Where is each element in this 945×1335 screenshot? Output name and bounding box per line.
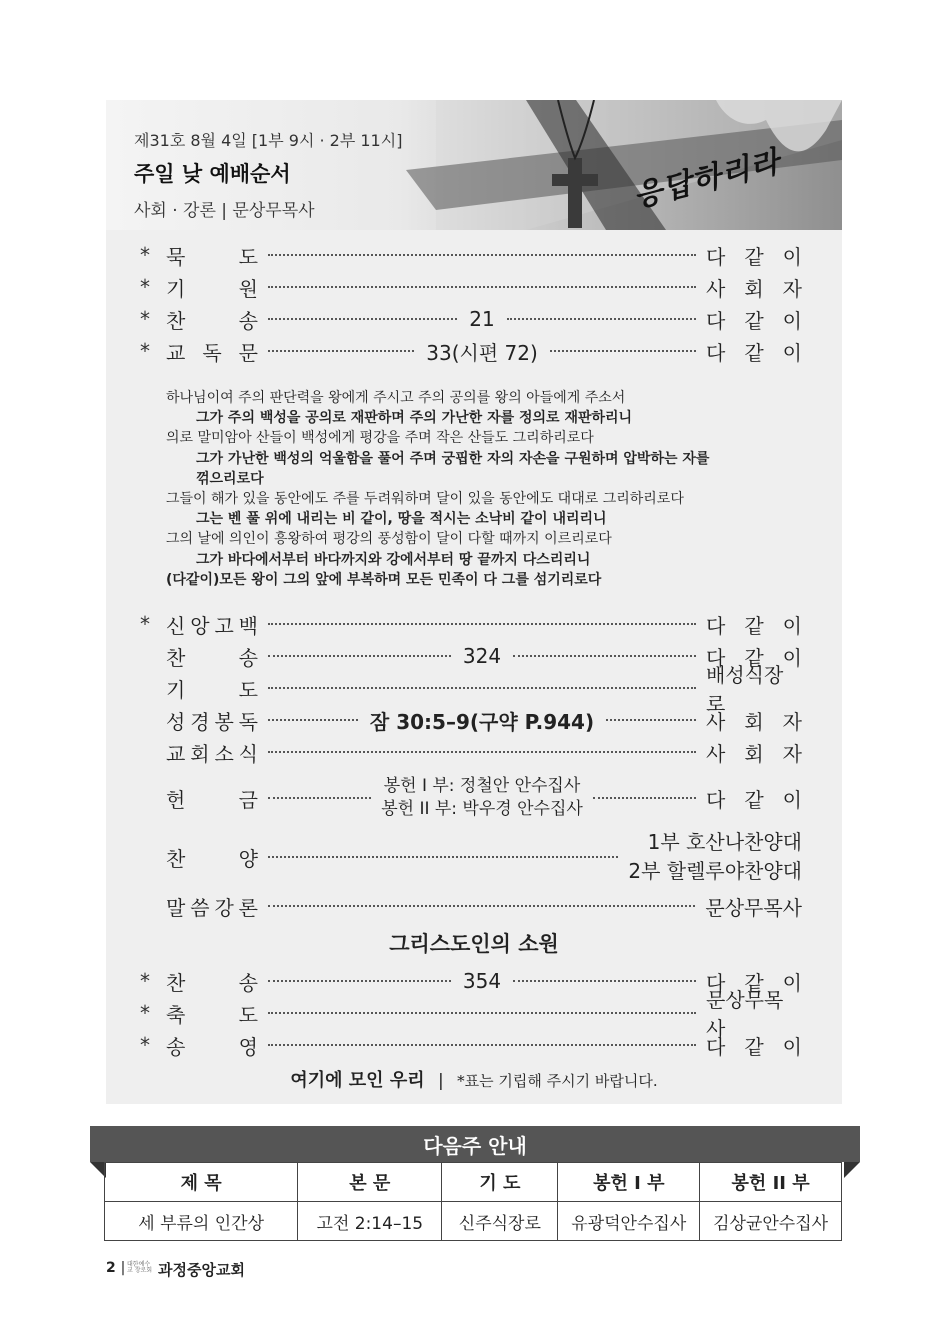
- order-leader: [706, 337, 802, 366]
- order-leader-char: 이: [782, 244, 802, 269]
- order-leader-char: 같: [744, 787, 764, 812]
- reading-line: 그가 바다에서부터 바다까지와 강에서부터 땅 끝까지 다스리리니: [196, 551, 591, 568]
- order-label-char: 경: [190, 709, 210, 734]
- order-leader-char: 같: [744, 308, 764, 333]
- standing-mark: *: [140, 307, 150, 331]
- choir-second: 2부 할렐루야찬양대: [628, 859, 802, 883]
- leader-dots: [507, 318, 696, 320]
- order-leader-char: 다: [706, 613, 726, 638]
- order-label-char: 신: [166, 613, 186, 638]
- order-leader-char: 배성식장로: [706, 663, 784, 716]
- order-label-char: 송: [238, 970, 258, 995]
- order-leader-char: 같: [744, 340, 764, 365]
- table-cell: 유광덕안수집사: [558, 1202, 700, 1241]
- order-label: [166, 706, 258, 735]
- leader-dots: [268, 1044, 696, 1046]
- order-row: [140, 705, 802, 735]
- order-leader-char: 이: [782, 340, 802, 365]
- order-label-char: 도: [238, 244, 258, 269]
- leader-dots: [268, 350, 414, 352]
- order-row: [140, 272, 802, 302]
- table-cell: 세 부류의 인간상: [105, 1202, 298, 1241]
- order-leader-char: 다: [706, 787, 726, 812]
- sermon-row: [140, 891, 802, 921]
- order-label-char: 축: [166, 1002, 186, 1027]
- order-label-char: 앙: [190, 613, 210, 638]
- order-row: [140, 240, 802, 270]
- order-leader-char: 같: [744, 244, 764, 269]
- order-label: [166, 738, 258, 767]
- order-label-char: 양: [238, 846, 258, 871]
- offering-second: 봉헌 II 부: 박우경 안수집사: [381, 799, 583, 819]
- standing-mark: *: [140, 1033, 150, 1057]
- order-label-char: 고: [214, 613, 234, 638]
- page-title: 주일 낮 예배순서: [134, 162, 291, 186]
- logo-text: 응답하리라: [629, 144, 784, 215]
- officiant: 사회 · 강론 | 문상무목사: [134, 201, 315, 221]
- bulletin-header: [106, 100, 842, 230]
- standing-mark: *: [140, 339, 150, 363]
- order-label-char: 도: [238, 677, 258, 702]
- order-label-char: 묵: [166, 244, 186, 269]
- standing-note: *표는 기립해 주시기 바랍니다.: [457, 1072, 658, 1090]
- leader-dots: [550, 350, 696, 352]
- order-leader-char: 같: [744, 970, 764, 995]
- banner-fold: [844, 1162, 860, 1178]
- order-label: [166, 674, 258, 703]
- order-label-char: 찬: [166, 308, 186, 333]
- church-name: 과정중앙교회: [158, 1261, 245, 1279]
- order-row: [140, 304, 802, 334]
- order-leader: [706, 273, 802, 302]
- order-label-char: 식: [238, 741, 258, 766]
- order-row: [140, 966, 802, 996]
- choir-row: [140, 828, 802, 886]
- order-detail: 354: [462, 969, 502, 993]
- order-leader: [706, 610, 802, 639]
- page-sep: |: [120, 1260, 126, 1276]
- table-header: 봉헌 I 부: [558, 1163, 700, 1202]
- order-label-char: 영: [238, 1034, 258, 1059]
- standing-mark: *: [140, 1001, 150, 1025]
- order-leader: [706, 706, 802, 735]
- table-cell: 김상균안수집사: [700, 1202, 842, 1241]
- table-header: 봉헌 II 부: [700, 1163, 842, 1202]
- order-leader-char: 다: [706, 970, 726, 995]
- leader-dots: [268, 751, 696, 753]
- sermon-label: [166, 892, 258, 921]
- order-label-char: 교: [166, 340, 186, 365]
- order-label-char: 헌: [166, 787, 186, 812]
- leader-dots: [268, 797, 371, 799]
- order-leader-char: 다: [706, 340, 726, 365]
- order-leader: [706, 241, 802, 270]
- order-label: [166, 610, 258, 639]
- leader-dots: [268, 286, 696, 288]
- table-header: 제 목: [105, 1163, 298, 1202]
- order-leader-char: 다: [706, 645, 726, 670]
- order-label: [166, 337, 258, 366]
- order-leader-char: 같: [744, 1034, 764, 1059]
- order-row: [140, 336, 802, 366]
- reading-line: (다같이)모든 왕이 그의 앞에 부복하며 모든 민족이 다 그를 섬기리로다: [166, 571, 602, 588]
- reading-line: 그의 날에 의인이 흥왕하여 평강의 풍성함이 달이 다할 때까지 이르리로다: [166, 531, 612, 548]
- leader-dots: [268, 687, 696, 689]
- order-label-char: 회: [190, 741, 210, 766]
- order-label-char: 찬: [166, 645, 186, 670]
- standing-mark: *: [140, 969, 150, 993]
- order-label-char: 씀: [190, 895, 210, 920]
- order-leader-char: 같: [744, 645, 764, 670]
- cross-icon: [568, 158, 582, 228]
- order-leader-char: 이: [782, 787, 802, 812]
- order-leader-char: 이: [782, 613, 802, 638]
- table-header-row: [105, 1163, 842, 1202]
- reading-line: 그가 주의 백성을 공의로 재판하며 주의 가난한 자를 정의로 재판하리니: [196, 410, 633, 427]
- table-cell: 신주식장로: [442, 1202, 558, 1241]
- leader-dots: [268, 318, 457, 320]
- order-label-char: 기: [166, 276, 186, 301]
- denomination: 대한예수교 장로회: [127, 1261, 153, 1274]
- order-label-char: 원: [238, 276, 258, 301]
- order-leader-char: 이: [782, 645, 802, 670]
- leader-dots: [268, 719, 358, 721]
- responsive-reading: [166, 388, 776, 590]
- order-leader-char: 사: [706, 741, 726, 766]
- order-label-char: 도: [238, 1002, 258, 1027]
- order-leader-char: 자: [782, 709, 802, 734]
- leader-dots: [606, 719, 696, 721]
- leader-dots: [268, 623, 696, 625]
- leader-dots: [268, 905, 695, 907]
- footer-note: [106, 1066, 842, 1092]
- next-week-table: [104, 1162, 842, 1241]
- order-label: [166, 642, 258, 671]
- order-label-char: 론: [238, 895, 258, 920]
- standing-mark: *: [140, 243, 150, 267]
- leader-dots: [268, 655, 451, 657]
- order-label: [166, 1031, 258, 1060]
- leader-dots: [268, 980, 451, 982]
- reading-line: 하나님이여 주의 판단력을 왕에게 주시고 주의 공의를 왕의 아들에게 주소서: [166, 390, 626, 406]
- table-header: 본 문: [298, 1163, 442, 1202]
- leader-dots: [513, 980, 696, 982]
- order-label-char: 봉: [214, 709, 234, 734]
- order-leader: [706, 738, 802, 767]
- order-leader: [706, 305, 802, 334]
- order-leader-char: 회: [744, 276, 764, 301]
- order-label-char: 백: [238, 613, 258, 638]
- order-label-char: 말: [166, 895, 186, 920]
- standing-mark: *: [140, 612, 150, 636]
- order-leader-char: 자: [782, 741, 802, 766]
- preacher: 문상무목사: [705, 895, 802, 920]
- order-leader: [706, 1031, 802, 1060]
- offering-leader: [706, 784, 802, 813]
- reading-line: 꺾으리로다: [196, 470, 264, 487]
- table-header: 기 도: [442, 1163, 558, 1202]
- leader-dots: [513, 655, 696, 657]
- order-label-char: 찬: [166, 846, 186, 871]
- order-leader-char: 회: [744, 709, 764, 734]
- order-label: [166, 273, 258, 302]
- order-leader-char: 다: [706, 244, 726, 269]
- order-leader-char: 같: [744, 613, 764, 638]
- order-leader-char: 회: [744, 741, 764, 766]
- footer-sep: |: [438, 1071, 444, 1091]
- reading-line: 의로 말미암아 산들이 백성에게 평강을 주며 작은 산들도 그리하리로다: [166, 430, 594, 447]
- order-row: [140, 1030, 802, 1060]
- order-label-char: 기: [166, 677, 186, 702]
- order-label-char: 독: [238, 709, 258, 734]
- order-leader-char: 다: [706, 308, 726, 333]
- order-label-char: 교: [166, 741, 186, 766]
- offering-row: [140, 772, 802, 824]
- sermon-title: 그리스도인의 소원: [389, 932, 559, 956]
- order-label-char: 송: [238, 645, 258, 670]
- order-row: [140, 988, 802, 1041]
- leader-dots: [593, 797, 696, 799]
- offering-first: 봉헌 I 부: 정철안 안수집사: [383, 776, 581, 796]
- order-row: [140, 609, 802, 639]
- reading-line: 그는 벤 풀 위에 내리는 비 같이, 땅을 적시는 소낙비 같이 내리리니: [196, 511, 607, 528]
- standing-mark: *: [140, 275, 150, 299]
- order-label-char: 독: [202, 340, 222, 365]
- order-label: [166, 999, 258, 1028]
- order-detail: 잠 30:5–9(구약 P.944): [369, 709, 595, 734]
- offering-label: [166, 784, 258, 813]
- order-label-char: 문: [238, 340, 258, 365]
- order-label-char: 강: [214, 895, 234, 920]
- order-leader-char: 문상무목사: [706, 988, 784, 1041]
- page-number: [106, 1260, 125, 1276]
- leader-dots: [268, 254, 696, 256]
- page-number-value: 2: [106, 1260, 116, 1276]
- choir-first: 1부 호산나찬양대: [647, 830, 802, 854]
- order-row: [140, 737, 802, 767]
- order-detail: 21: [469, 307, 495, 331]
- issue-meta: 제31호 8월 4일 [1부 9시 · 2부 11시]: [134, 131, 403, 150]
- order-label-char: 금: [238, 787, 258, 812]
- order-leader-char: 다: [706, 1034, 726, 1059]
- order-leader-char: 사: [706, 709, 726, 734]
- order-label-char: 찬: [166, 970, 186, 995]
- choir-label: [166, 843, 258, 872]
- order-leader-char: 이: [782, 970, 802, 995]
- order-row: [140, 663, 802, 716]
- order-label: [166, 305, 258, 334]
- reading-line: 그가 가난한 백성의 억울함을 풀어 주며 궁핍한 자의 자손을 구원하며 압박하는 자를: [196, 450, 710, 467]
- footer-bold: 여기에 모인 우리: [290, 1070, 425, 1091]
- order-label-char: 송: [238, 308, 258, 333]
- order-leader-char: 이: [782, 1034, 802, 1059]
- order-label: [166, 967, 258, 996]
- next-week-banner: 다음주 안내: [90, 1126, 860, 1162]
- order-leader-char: 이: [782, 308, 802, 333]
- reading-line: 그들이 해가 있을 동안에도 주를 두려워하며 달이 있을 동안에도 대대로 그리하리로다: [166, 491, 684, 508]
- leader-dots: [268, 1012, 696, 1014]
- order-detail: 33(시편 72): [426, 340, 538, 365]
- leader-dots: [268, 856, 618, 858]
- order-label: [166, 241, 258, 270]
- order-label-char: 송: [166, 1034, 186, 1059]
- order-detail: 324: [462, 644, 502, 668]
- order-row: [140, 641, 802, 671]
- order-leader-char: 자: [782, 276, 802, 301]
- table-cell: 고전 2:14–15: [298, 1202, 442, 1241]
- order-label-char: 소: [214, 741, 234, 766]
- order-leader-char: 사: [706, 276, 726, 301]
- order-label-char: 성: [166, 709, 186, 734]
- table-row: [105, 1202, 842, 1241]
